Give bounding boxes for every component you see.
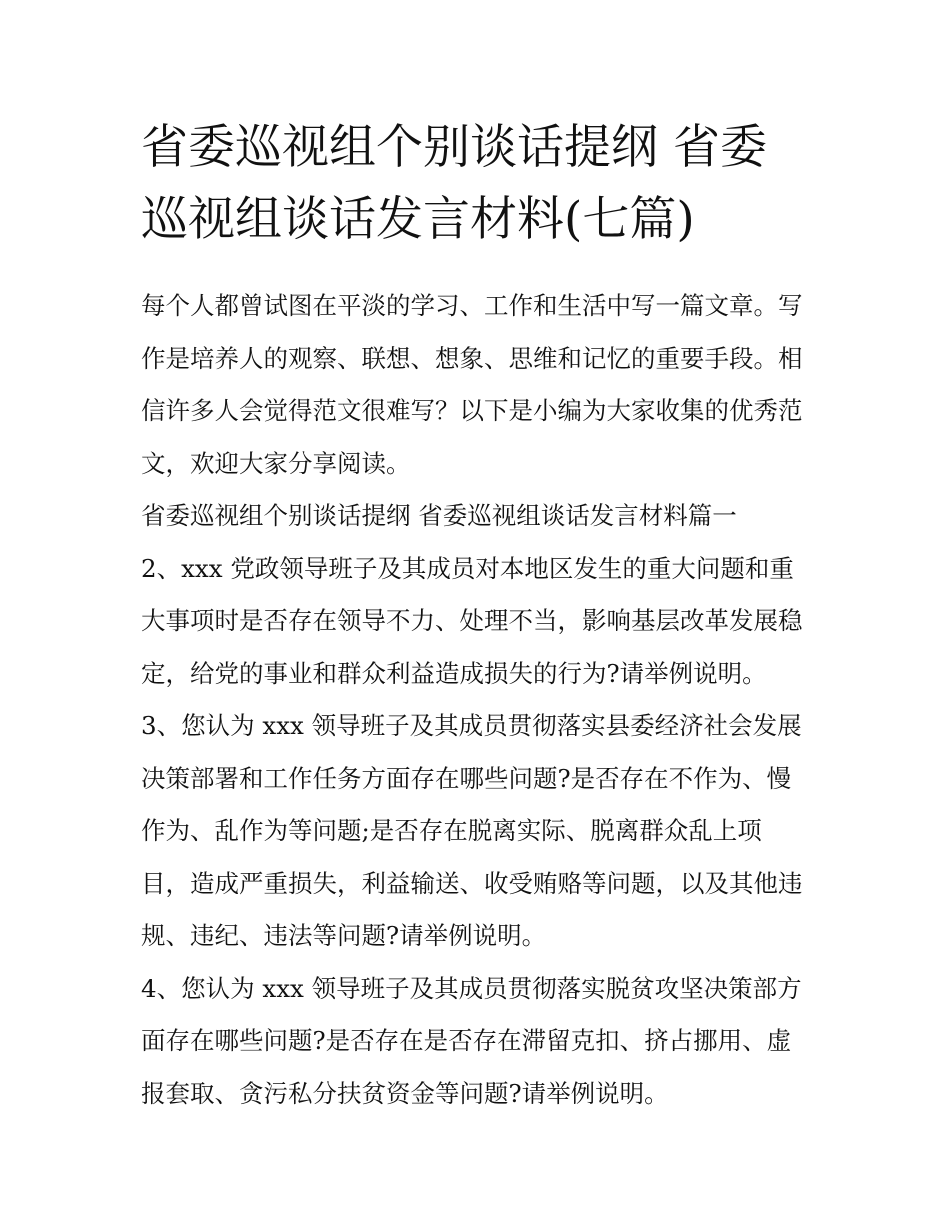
- title-line-1: 省委巡视组个别谈话提纲 省委: [141, 120, 767, 175]
- item-4-line-1: 4、您认为 xxx 领导班子及其成员贯彻落实脱贫攻坚决策部方: [141, 973, 802, 1003]
- item-3-line-5: 规、违纪、违法等问题?请举例说明。: [141, 921, 547, 950]
- intro-line-2: 作是培养人的观察、联想、想象、思维和记忆的重要手段。相: [141, 343, 803, 373]
- item-2-line-3: 定，给党的事业和群众利益造成损失的行为?请举例说明。: [141, 658, 767, 688]
- item-3-line-3: 作为、乱作为等问题;是否存在脱离实际、脱离群众乱上项: [141, 816, 762, 845]
- item-3-line-1: 3、您认为 xxx 领导班子及其成员贯彻落实县委经济社会发展: [141, 711, 802, 740]
- item-4-line-2: 面存在哪些问题?是否存在是否存在滞留克扣、挤占挪用、虚: [141, 1026, 792, 1055]
- item-4-line-3: 报套取、贪污私分扶贫资金等问题?请举例说明。: [141, 1078, 669, 1108]
- section-heading: 省委巡视组个别谈话提纲 省委巡视组谈话发言材料篇一: [141, 501, 737, 530]
- intro-line-4: 文，欢迎大家分享阅读。: [141, 448, 411, 478]
- item-2-line-1: 2、xxx 党政领导班子及其成员对本地区发生的重大问题和重: [141, 553, 794, 583]
- item-3-line-2: 决策部署和工作任务方面存在哪些问题?是否存在不作为、慢: [141, 763, 792, 793]
- document-body: [141, 280, 821, 1120]
- intro-line-1: 每个人都曾试图在平淡的学习、工作和生活中写一篇文章。写: [141, 291, 803, 320]
- item-2-line-2: 大事项时是否存在领导不力、处理不当，影响基层改革发展稳: [141, 606, 803, 635]
- document-title: [141, 112, 821, 256]
- intro-line-3: 信许多人会觉得范文很难写？以下是小编为大家收集的优秀范: [141, 396, 803, 425]
- title-line-2: 巡视组谈话发言材料(七篇): [141, 192, 695, 247]
- item-3-line-4: 目，造成严重损失，利益输送、收受贿赂等问题，以及其他违: [141, 868, 803, 898]
